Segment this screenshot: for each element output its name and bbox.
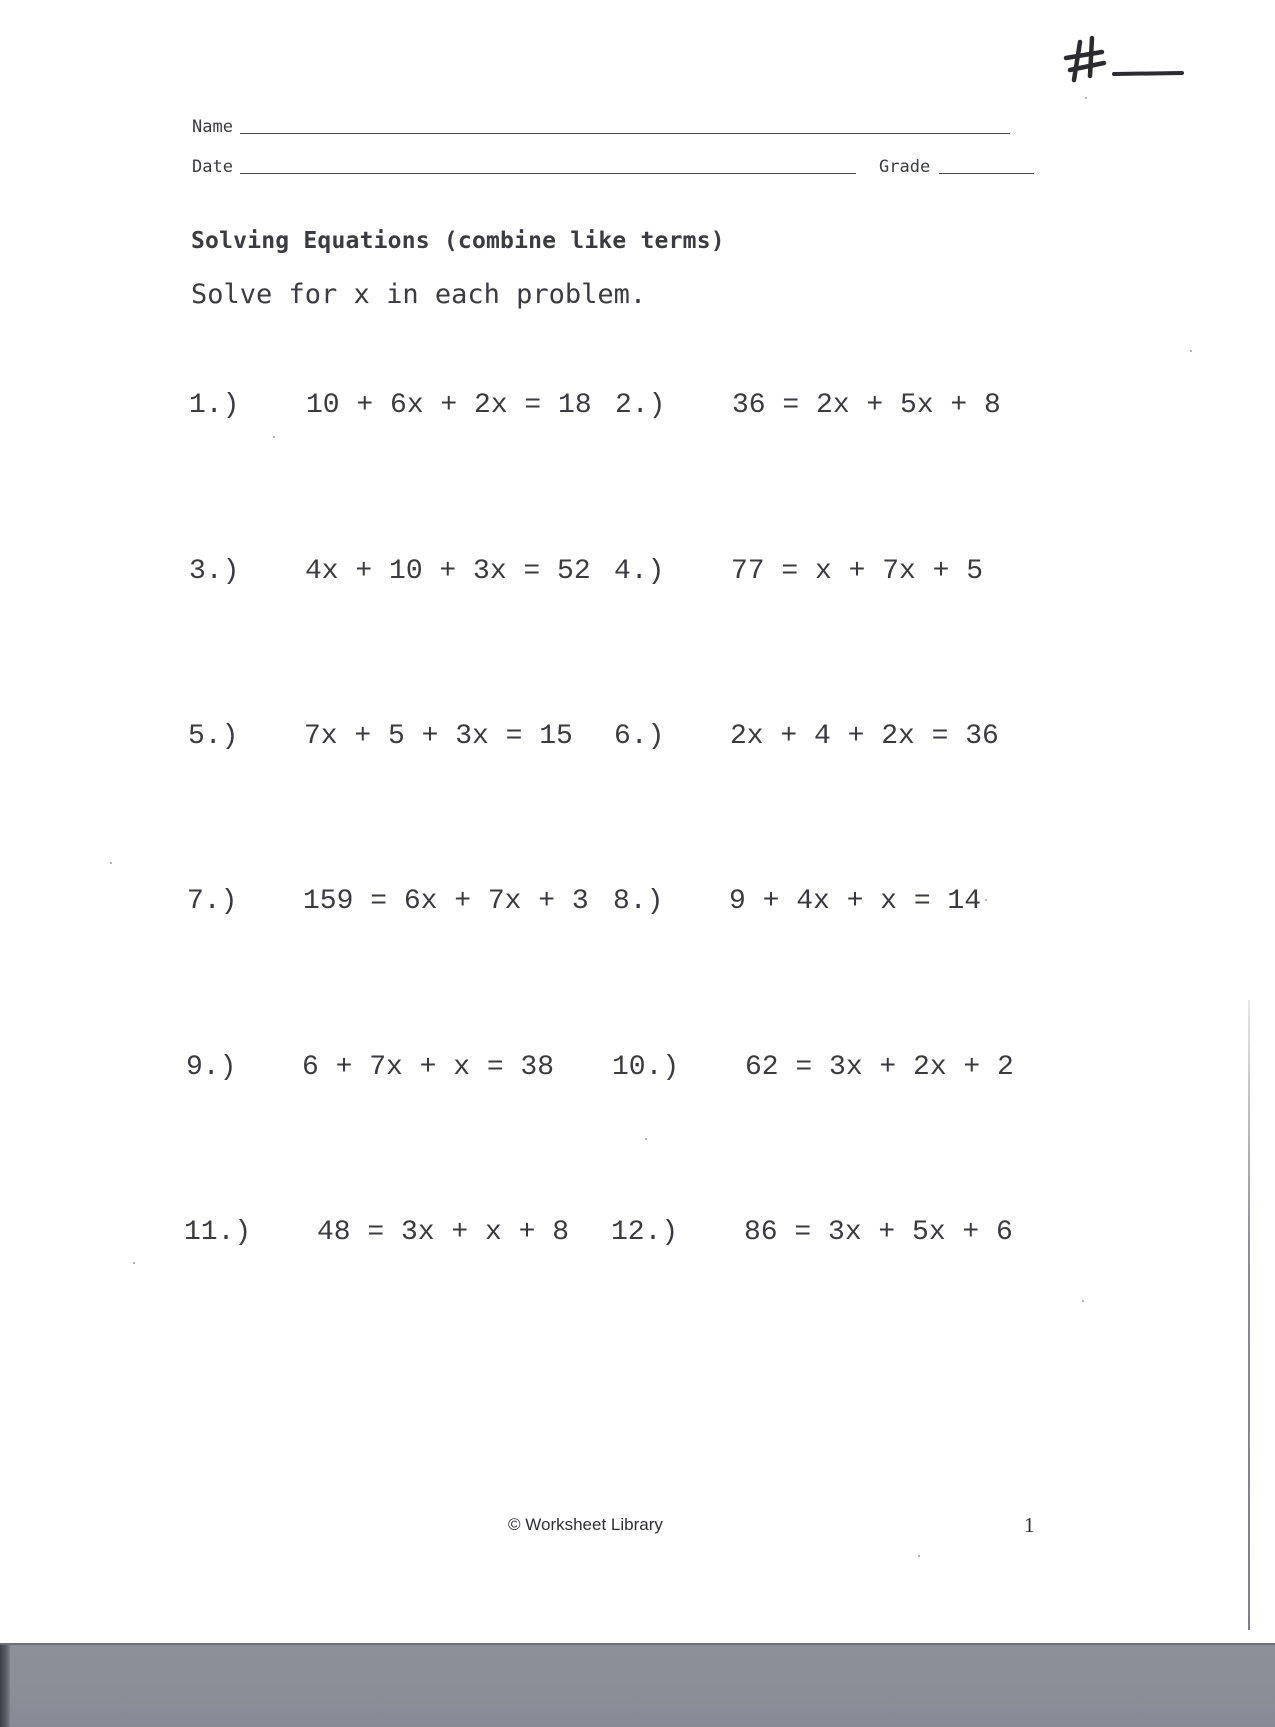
problem-number: 4.) xyxy=(614,556,665,587)
scan-edge-line xyxy=(1248,1000,1250,1630)
copyright-notice: © Worksheet Library xyxy=(508,1515,663,1534)
scanner-shadow xyxy=(0,1645,10,1727)
problem-number: 12.) xyxy=(611,1217,679,1248)
problem-number: 2.) xyxy=(615,390,666,421)
problem-equation: 6 + 7x + x = 38 xyxy=(302,1052,555,1083)
problem-equation: 7x + 5 + 3x = 15 xyxy=(304,721,573,752)
problem-number: 10.) xyxy=(612,1052,680,1083)
scan-speck xyxy=(1190,350,1192,352)
problem-number: 8.) xyxy=(613,886,664,917)
problem-equation: 159 = 6x + 7x + 3 xyxy=(303,886,589,917)
scan-speck xyxy=(110,862,112,864)
problem-equation: 9 + 4x + x = 14 xyxy=(729,886,982,917)
problem-number: 9.) xyxy=(186,1052,237,1083)
date-field[interactable] xyxy=(192,157,233,177)
name-input-line[interactable] xyxy=(240,133,1010,134)
problem-equation: 10 + 6x + 2x = 18 xyxy=(306,390,592,421)
scan-speck xyxy=(1085,97,1087,99)
worksheet-instructions: Solve for x in each problem. xyxy=(191,279,647,310)
problem-number: 7.) xyxy=(187,886,238,917)
scanner-bed-edge xyxy=(0,1643,1275,1727)
date-label: Date xyxy=(192,157,233,177)
scan-speck xyxy=(273,436,275,438)
problem-number: 5.) xyxy=(188,721,239,752)
worksheet-title: Solving Equations (combine like terms) xyxy=(191,228,725,254)
scan-speck xyxy=(1082,1300,1084,1302)
hash-icon xyxy=(1062,30,1192,90)
grade-input-line[interactable] xyxy=(939,173,1034,174)
problem-equation: 86 = 3x + 5x + 6 xyxy=(744,1217,1013,1248)
handwritten-number-mark xyxy=(1062,30,1192,90)
date-input-line[interactable] xyxy=(240,173,856,174)
problem-equation: 2x + 4 + 2x = 36 xyxy=(730,721,999,752)
problem-equation: 4x + 10 + 3x = 52 xyxy=(305,556,591,587)
problem-equation: 36 = 2x + 5x + 8 xyxy=(732,390,1001,421)
problem-number: 3.) xyxy=(189,556,240,587)
scan-speck xyxy=(645,1138,647,1140)
problem-number: 11.) xyxy=(184,1217,252,1248)
name-field[interactable] xyxy=(192,117,233,137)
name-label: Name xyxy=(192,117,233,137)
page-number: 1 xyxy=(1024,1513,1035,1537)
problem-equation: 48 = 3x + x + 8 xyxy=(317,1217,570,1248)
grade-field[interactable] xyxy=(879,157,930,177)
grade-label: Grade xyxy=(879,157,931,177)
scan-speck xyxy=(133,1262,135,1264)
problem-equation: 77 = x + 7x + 5 xyxy=(731,556,984,587)
problem-number: 1.) xyxy=(189,390,240,421)
scan-speck xyxy=(918,1555,920,1557)
problem-equation: 62 = 3x + 2x + 2 xyxy=(745,1052,1014,1083)
scan-speck xyxy=(985,899,987,901)
problem-number: 6.) xyxy=(614,721,665,752)
